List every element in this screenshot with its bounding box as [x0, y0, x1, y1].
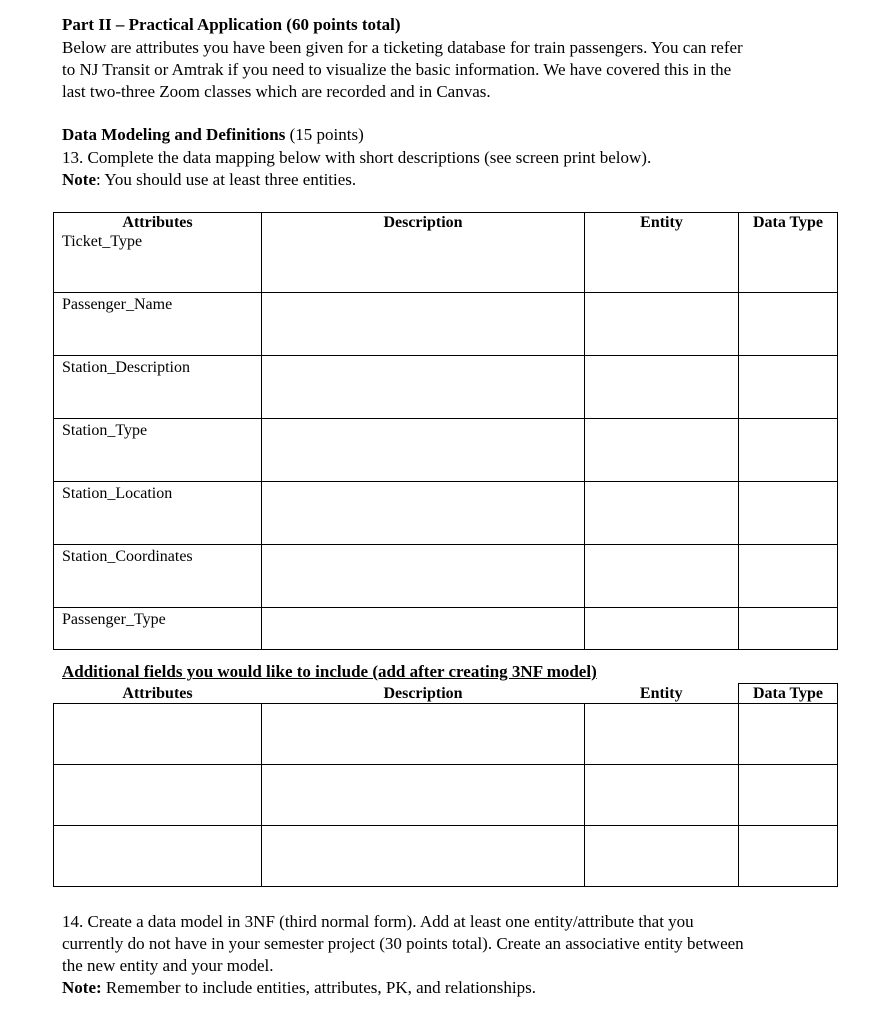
header-description: Description — [383, 684, 463, 702]
entity-cell[interactable] — [585, 608, 739, 650]
header-data-type: Data Type — [739, 684, 838, 704]
data-mapping-table — [53, 212, 838, 650]
table-row — [54, 704, 838, 765]
additional-fields-title: Additional fields you would like to include (add after creating 3NF model) — [62, 662, 597, 681]
entity-cell[interactable] — [585, 545, 739, 608]
data-type-cell[interactable] — [739, 608, 838, 650]
attribute-cell: Passenger_Type — [54, 608, 262, 650]
table-row — [54, 826, 838, 887]
header-entity: Entity — [585, 213, 739, 233]
entity-cell[interactable] — [585, 356, 739, 419]
description-cell[interactable] — [262, 232, 585, 293]
table-header-row — [54, 213, 838, 233]
question-14-line1: 14. Create a data model in 3NF (third normal form). Add at least one entity/attribute that you — [62, 912, 694, 931]
section-title-points: (15 points) — [285, 125, 364, 144]
header-attributes: Attributes — [122, 684, 193, 702]
description-cell[interactable] — [262, 419, 585, 482]
header-description: Description — [262, 213, 585, 233]
description-cell[interactable] — [262, 704, 585, 765]
attribute-cell: Station_Location — [54, 482, 262, 545]
part2-heading: Part II – Practical Application (60 points total) — [62, 15, 401, 34]
question-14-line3: the new entity and your model. — [62, 956, 274, 975]
entity-cell[interactable] — [585, 704, 739, 765]
attribute-cell: Station_Coordinates — [54, 545, 262, 608]
header-entity: Entity — [639, 684, 683, 702]
table-row — [54, 232, 838, 293]
description-cell[interactable] — [262, 482, 585, 545]
data-type-cell[interactable] — [739, 356, 838, 419]
attribute-cell[interactable] — [54, 826, 262, 887]
attribute-cell[interactable] — [54, 704, 262, 765]
table-row — [54, 482, 838, 545]
note-14-label: Note: — [62, 978, 102, 997]
section-title-bold: Data Modeling and Definitions — [62, 125, 286, 144]
part2-intro-line3: last two-three Zoom classes which are recorded and in Canvas. — [62, 82, 491, 101]
attribute-cell: Passenger_Name — [54, 293, 262, 356]
attribute-cell: Station_Description — [54, 356, 262, 419]
table-row — [54, 356, 838, 419]
description-cell[interactable] — [262, 826, 585, 887]
note-14 — [62, 977, 536, 999]
data-type-cell[interactable] — [739, 826, 838, 887]
description-cell[interactable] — [262, 293, 585, 356]
data-type-cell[interactable] — [739, 704, 838, 765]
table-row — [54, 545, 838, 608]
table-row — [54, 608, 838, 650]
description-cell[interactable] — [262, 356, 585, 419]
entity-cell[interactable] — [585, 765, 739, 826]
attribute-cell: Ticket_Type — [54, 232, 262, 293]
additional-fields-table — [53, 683, 838, 887]
data-type-cell[interactable] — [739, 765, 838, 826]
part2-intro-line1: Below are attributes you have been given for a ticketing database for train passengers. You can refer — [62, 38, 743, 57]
attribute-cell: Station_Type — [54, 419, 262, 482]
note-14-text: Remember to include entities, attributes, PK, and relationships. — [101, 978, 537, 997]
data-type-cell[interactable] — [739, 232, 838, 293]
data-type-cell[interactable] — [739, 293, 838, 356]
data-type-cell[interactable] — [739, 419, 838, 482]
note-13 — [62, 169, 356, 191]
entity-cell[interactable] — [585, 482, 739, 545]
table-row — [54, 765, 838, 826]
question-13: 13. Complete the data mapping below with short descriptions (see screen print below). — [62, 148, 652, 167]
note-text: : You should use at least three entities. — [95, 170, 357, 189]
question-14-line2: currently do not have in your semester project (30 points total). Create an associative entity between — [62, 934, 744, 953]
entity-cell[interactable] — [585, 293, 739, 356]
description-cell[interactable] — [262, 545, 585, 608]
entity-cell[interactable] — [585, 419, 739, 482]
description-cell[interactable] — [262, 765, 585, 826]
data-type-cell[interactable] — [739, 545, 838, 608]
entity-cell[interactable] — [585, 232, 739, 293]
header-attributes: Attributes — [54, 213, 262, 233]
data-type-cell[interactable] — [739, 482, 838, 545]
part2-intro-line2: to NJ Transit or Amtrak if you need to visualize the basic information. We have covered this in the — [62, 60, 732, 79]
note-label: Note — [62, 170, 96, 189]
description-cell[interactable] — [262, 608, 585, 650]
attribute-cell[interactable] — [54, 765, 262, 826]
entity-cell[interactable] — [585, 826, 739, 887]
table-row — [54, 293, 838, 356]
section-title — [62, 124, 364, 146]
table-row — [54, 419, 838, 482]
header-data-type: Data Type — [739, 213, 838, 233]
table-header-row — [54, 684, 838, 704]
